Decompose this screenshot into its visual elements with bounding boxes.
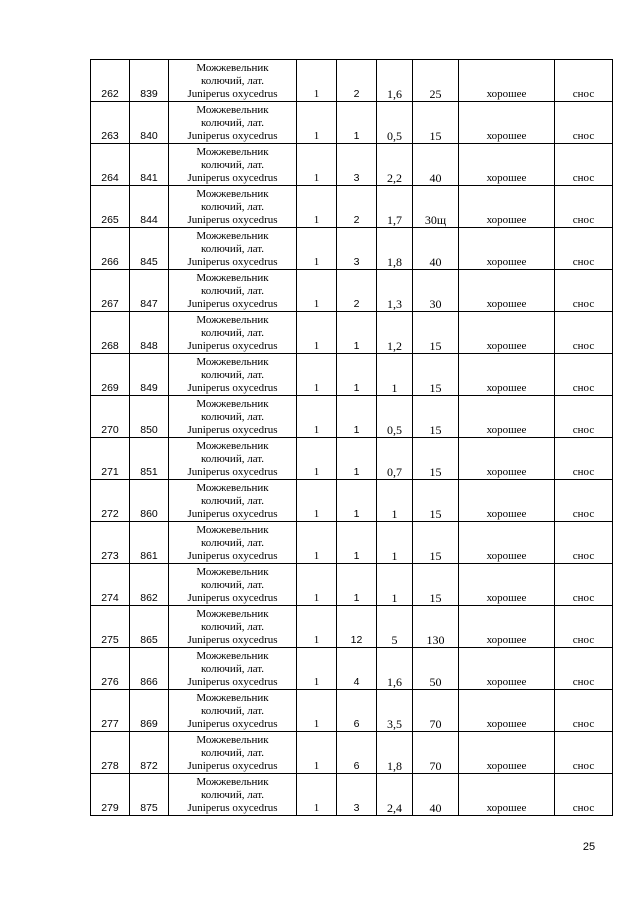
cell-condition: хорошее xyxy=(459,312,555,354)
cell-trunks: 1 xyxy=(337,564,377,606)
species-line: колючий, лат. xyxy=(200,789,265,801)
species-line: Juniperus oxycedrus xyxy=(187,718,278,730)
cell-height: 1,8 xyxy=(377,732,413,774)
species-line: колючий, лат. xyxy=(200,579,265,591)
species-line: Можжевельник xyxy=(196,314,269,326)
cell-row-number: 274 xyxy=(91,564,130,606)
cell-tree-id: 865 xyxy=(130,606,169,648)
cell-tree-id: 840 xyxy=(130,102,169,144)
cell-height: 5 xyxy=(377,606,413,648)
cell-count: 1 xyxy=(297,186,337,228)
cell-count: 1 xyxy=(297,648,337,690)
cell-row-number: 271 xyxy=(91,438,130,480)
cell-species xyxy=(169,480,297,522)
species-line: Juniperus oxycedrus xyxy=(187,760,278,772)
tree-inventory-table xyxy=(90,59,613,816)
cell-condition: хорошее xyxy=(459,522,555,564)
species-line: колючий, лат. xyxy=(200,621,265,633)
species-line: Можжевельник xyxy=(196,482,269,494)
cell-species xyxy=(169,732,297,774)
cell-count: 1 xyxy=(297,312,337,354)
cell-diameter: 15 xyxy=(413,438,459,480)
cell-condition: хорошее xyxy=(459,648,555,690)
cell-condition: хорошее xyxy=(459,270,555,312)
table-row xyxy=(91,732,613,774)
cell-row-number: 262 xyxy=(91,60,130,102)
table-row xyxy=(91,312,613,354)
species-line: Juniperus oxycedrus xyxy=(187,424,278,436)
species-line: колючий, лат. xyxy=(200,243,265,255)
cell-diameter: 15 xyxy=(413,354,459,396)
species-line: Можжевельник xyxy=(196,440,269,452)
cell-height: 1,8 xyxy=(377,228,413,270)
cell-diameter: 25 xyxy=(413,60,459,102)
cell-action: снос xyxy=(555,102,613,144)
cell-diameter: 15 xyxy=(413,564,459,606)
page-number: 25 xyxy=(582,841,596,853)
cell-diameter: 15 xyxy=(413,312,459,354)
species-line: Можжевельник xyxy=(196,524,269,536)
cell-count: 1 xyxy=(297,774,337,816)
cell-trunks: 6 xyxy=(337,732,377,774)
cell-row-number: 264 xyxy=(91,144,130,186)
cell-trunks: 1 xyxy=(337,102,377,144)
table-row xyxy=(91,228,613,270)
cell-diameter: 70 xyxy=(413,732,459,774)
cell-count: 1 xyxy=(297,60,337,102)
cell-height: 2,4 xyxy=(377,774,413,816)
species-line: Можжевельник xyxy=(196,356,269,368)
cell-trunks: 3 xyxy=(337,144,377,186)
cell-trunks: 12 xyxy=(337,606,377,648)
cell-action: снос xyxy=(555,270,613,312)
cell-tree-id: 862 xyxy=(130,564,169,606)
species-line: Juniperus oxycedrus xyxy=(187,592,278,604)
table-row xyxy=(91,774,613,816)
cell-condition: хорошее xyxy=(459,144,555,186)
cell-row-number: 277 xyxy=(91,690,130,732)
cell-row-number: 269 xyxy=(91,354,130,396)
cell-height: 0,7 xyxy=(377,438,413,480)
cell-species xyxy=(169,102,297,144)
species-line: Можжевельник xyxy=(196,398,269,410)
cell-row-number: 265 xyxy=(91,186,130,228)
cell-action: снос xyxy=(555,648,613,690)
species-line: Juniperus oxycedrus xyxy=(187,550,278,562)
cell-count: 1 xyxy=(297,270,337,312)
table-body xyxy=(91,60,613,816)
cell-diameter: 30 xyxy=(413,270,459,312)
cell-height: 1,3 xyxy=(377,270,413,312)
cell-tree-id: 875 xyxy=(130,774,169,816)
cell-count: 1 xyxy=(297,480,337,522)
species-line: Можжевельник xyxy=(196,776,269,788)
cell-diameter: 130 xyxy=(413,606,459,648)
cell-count: 1 xyxy=(297,690,337,732)
cell-row-number: 266 xyxy=(91,228,130,270)
cell-action: снос xyxy=(555,690,613,732)
species-line: колючий, лат. xyxy=(200,747,265,759)
cell-action: снос xyxy=(555,438,613,480)
cell-height: 1,6 xyxy=(377,648,413,690)
species-line: Можжевельник xyxy=(196,650,269,662)
table-row xyxy=(91,606,613,648)
species-line: Можжевельник xyxy=(196,272,269,284)
cell-condition: хорошее xyxy=(459,732,555,774)
species-line: Juniperus oxycedrus xyxy=(187,256,278,268)
cell-species xyxy=(169,438,297,480)
cell-height: 1 xyxy=(377,354,413,396)
table-row xyxy=(91,648,613,690)
cell-tree-id: 860 xyxy=(130,480,169,522)
table-row xyxy=(91,564,613,606)
cell-count: 1 xyxy=(297,228,337,270)
table-row xyxy=(91,396,613,438)
species-line: колючий, лат. xyxy=(200,285,265,297)
species-line: колючий, лат. xyxy=(200,537,265,549)
cell-species xyxy=(169,522,297,564)
species-line: колючий, лат. xyxy=(200,201,265,213)
cell-count: 1 xyxy=(297,522,337,564)
cell-condition: хорошее xyxy=(459,354,555,396)
cell-species xyxy=(169,690,297,732)
cell-diameter: 40 xyxy=(413,228,459,270)
cell-condition: хорошее xyxy=(459,438,555,480)
species-line: колючий, лат. xyxy=(200,453,265,465)
species-line: Можжевельник xyxy=(196,62,269,74)
cell-row-number: 270 xyxy=(91,396,130,438)
cell-condition: хорошее xyxy=(459,60,555,102)
table-row xyxy=(91,690,613,732)
cell-trunks: 1 xyxy=(337,438,377,480)
cell-action: снос xyxy=(555,144,613,186)
species-line: Можжевельник xyxy=(196,566,269,578)
species-line: Можжевельник xyxy=(196,104,269,116)
cell-action: снос xyxy=(555,396,613,438)
cell-species xyxy=(169,270,297,312)
cell-tree-id: 861 xyxy=(130,522,169,564)
cell-condition: хорошее xyxy=(459,186,555,228)
cell-tree-id: 869 xyxy=(130,690,169,732)
cell-diameter: 50 xyxy=(413,648,459,690)
cell-row-number: 276 xyxy=(91,648,130,690)
cell-diameter: 30щ xyxy=(413,186,459,228)
species-line: колючий, лат. xyxy=(200,117,265,129)
cell-species xyxy=(169,312,297,354)
cell-condition: хорошее xyxy=(459,564,555,606)
cell-tree-id: 851 xyxy=(130,438,169,480)
table-row xyxy=(91,60,613,102)
species-line: Juniperus oxycedrus xyxy=(187,466,278,478)
cell-trunks: 1 xyxy=(337,480,377,522)
cell-height: 3,5 xyxy=(377,690,413,732)
cell-trunks: 3 xyxy=(337,228,377,270)
cell-action: снос xyxy=(555,354,613,396)
cell-trunks: 3 xyxy=(337,774,377,816)
cell-height: 1,7 xyxy=(377,186,413,228)
cell-row-number: 273 xyxy=(91,522,130,564)
cell-height: 0,5 xyxy=(377,102,413,144)
cell-trunks: 4 xyxy=(337,648,377,690)
cell-condition: хорошее xyxy=(459,480,555,522)
species-line: колючий, лат. xyxy=(200,411,265,423)
cell-diameter: 15 xyxy=(413,396,459,438)
cell-height: 2,2 xyxy=(377,144,413,186)
cell-row-number: 275 xyxy=(91,606,130,648)
species-line: колючий, лат. xyxy=(200,663,265,675)
cell-action: снос xyxy=(555,774,613,816)
cell-species xyxy=(169,186,297,228)
species-line: Juniperus oxycedrus xyxy=(187,172,278,184)
cell-count: 1 xyxy=(297,354,337,396)
table-row xyxy=(91,270,613,312)
species-line: Juniperus oxycedrus xyxy=(187,802,278,814)
species-line: Можжевельник xyxy=(196,188,269,200)
cell-species xyxy=(169,606,297,648)
cell-action: снос xyxy=(555,606,613,648)
cell-tree-id: 844 xyxy=(130,186,169,228)
cell-diameter: 40 xyxy=(413,774,459,816)
cell-species xyxy=(169,648,297,690)
cell-condition: хорошее xyxy=(459,690,555,732)
species-line: Juniperus oxycedrus xyxy=(187,634,278,646)
table-row xyxy=(91,522,613,564)
cell-condition: хорошее xyxy=(459,228,555,270)
species-line: колючий, лат. xyxy=(200,327,265,339)
species-line: колючий, лат. xyxy=(200,495,265,507)
species-line: Можжевельник xyxy=(196,146,269,158)
cell-count: 1 xyxy=(297,438,337,480)
cell-count: 1 xyxy=(297,606,337,648)
cell-count: 1 xyxy=(297,144,337,186)
cell-action: снос xyxy=(555,60,613,102)
cell-species xyxy=(169,564,297,606)
species-line: Juniperus oxycedrus xyxy=(187,340,278,352)
cell-diameter: 70 xyxy=(413,690,459,732)
cell-count: 1 xyxy=(297,396,337,438)
cell-trunks: 6 xyxy=(337,690,377,732)
cell-diameter: 40 xyxy=(413,144,459,186)
cell-action: снос xyxy=(555,312,613,354)
cell-action: снос xyxy=(555,522,613,564)
table-row xyxy=(91,438,613,480)
species-line: колючий, лат. xyxy=(200,159,265,171)
species-line: колючий, лат. xyxy=(200,75,265,87)
cell-tree-id: 872 xyxy=(130,732,169,774)
table-row xyxy=(91,102,613,144)
cell-action: снос xyxy=(555,564,613,606)
cell-condition: хорошее xyxy=(459,774,555,816)
cell-diameter: 15 xyxy=(413,102,459,144)
cell-height: 1 xyxy=(377,564,413,606)
cell-action: снос xyxy=(555,480,613,522)
species-line: Juniperus oxycedrus xyxy=(187,214,278,226)
cell-species xyxy=(169,60,297,102)
cell-species xyxy=(169,144,297,186)
cell-trunks: 1 xyxy=(337,354,377,396)
species-line: Juniperus oxycedrus xyxy=(187,88,278,100)
cell-height: 1 xyxy=(377,480,413,522)
cell-trunks: 1 xyxy=(337,396,377,438)
species-line: Можжевельник xyxy=(196,608,269,620)
species-line: колючий, лат. xyxy=(200,705,265,717)
cell-trunks: 2 xyxy=(337,270,377,312)
cell-tree-id: 839 xyxy=(130,60,169,102)
table-row xyxy=(91,144,613,186)
species-line: Можжевельник xyxy=(196,230,269,242)
cell-condition: хорошее xyxy=(459,606,555,648)
cell-species xyxy=(169,396,297,438)
cell-count: 1 xyxy=(297,732,337,774)
cell-tree-id: 847 xyxy=(130,270,169,312)
cell-tree-id: 866 xyxy=(130,648,169,690)
cell-row-number: 267 xyxy=(91,270,130,312)
cell-row-number: 279 xyxy=(91,774,130,816)
species-line: Можжевельник xyxy=(196,692,269,704)
cell-action: снос xyxy=(555,732,613,774)
table-row xyxy=(91,354,613,396)
cell-tree-id: 845 xyxy=(130,228,169,270)
cell-action: снос xyxy=(555,186,613,228)
cell-height: 1,6 xyxy=(377,60,413,102)
cell-tree-id: 850 xyxy=(130,396,169,438)
species-line: Можжевельник xyxy=(196,734,269,746)
cell-trunks: 1 xyxy=(337,312,377,354)
cell-tree-id: 841 xyxy=(130,144,169,186)
cell-condition: хорошее xyxy=(459,102,555,144)
cell-height: 1,2 xyxy=(377,312,413,354)
cell-action: снос xyxy=(555,228,613,270)
species-line: Juniperus oxycedrus xyxy=(187,298,278,310)
cell-tree-id: 848 xyxy=(130,312,169,354)
cell-trunks: 2 xyxy=(337,186,377,228)
table-row xyxy=(91,480,613,522)
cell-row-number: 268 xyxy=(91,312,130,354)
cell-diameter: 15 xyxy=(413,522,459,564)
cell-height: 1 xyxy=(377,522,413,564)
cell-species xyxy=(169,228,297,270)
cell-count: 1 xyxy=(297,102,337,144)
cell-condition: хорошее xyxy=(459,396,555,438)
cell-trunks: 2 xyxy=(337,60,377,102)
cell-row-number: 278 xyxy=(91,732,130,774)
species-line: колючий, лат. xyxy=(200,369,265,381)
cell-count: 1 xyxy=(297,564,337,606)
species-line: Juniperus oxycedrus xyxy=(187,676,278,688)
cell-row-number: 272 xyxy=(91,480,130,522)
species-line: Juniperus oxycedrus xyxy=(187,508,278,520)
table-row xyxy=(91,186,613,228)
cell-diameter: 15 xyxy=(413,480,459,522)
cell-species xyxy=(169,354,297,396)
cell-tree-id: 849 xyxy=(130,354,169,396)
cell-species xyxy=(169,774,297,816)
cell-height: 0,5 xyxy=(377,396,413,438)
cell-trunks: 1 xyxy=(337,522,377,564)
species-line: Juniperus oxycedrus xyxy=(187,382,278,394)
cell-row-number: 263 xyxy=(91,102,130,144)
species-line: Juniperus oxycedrus xyxy=(187,130,278,142)
